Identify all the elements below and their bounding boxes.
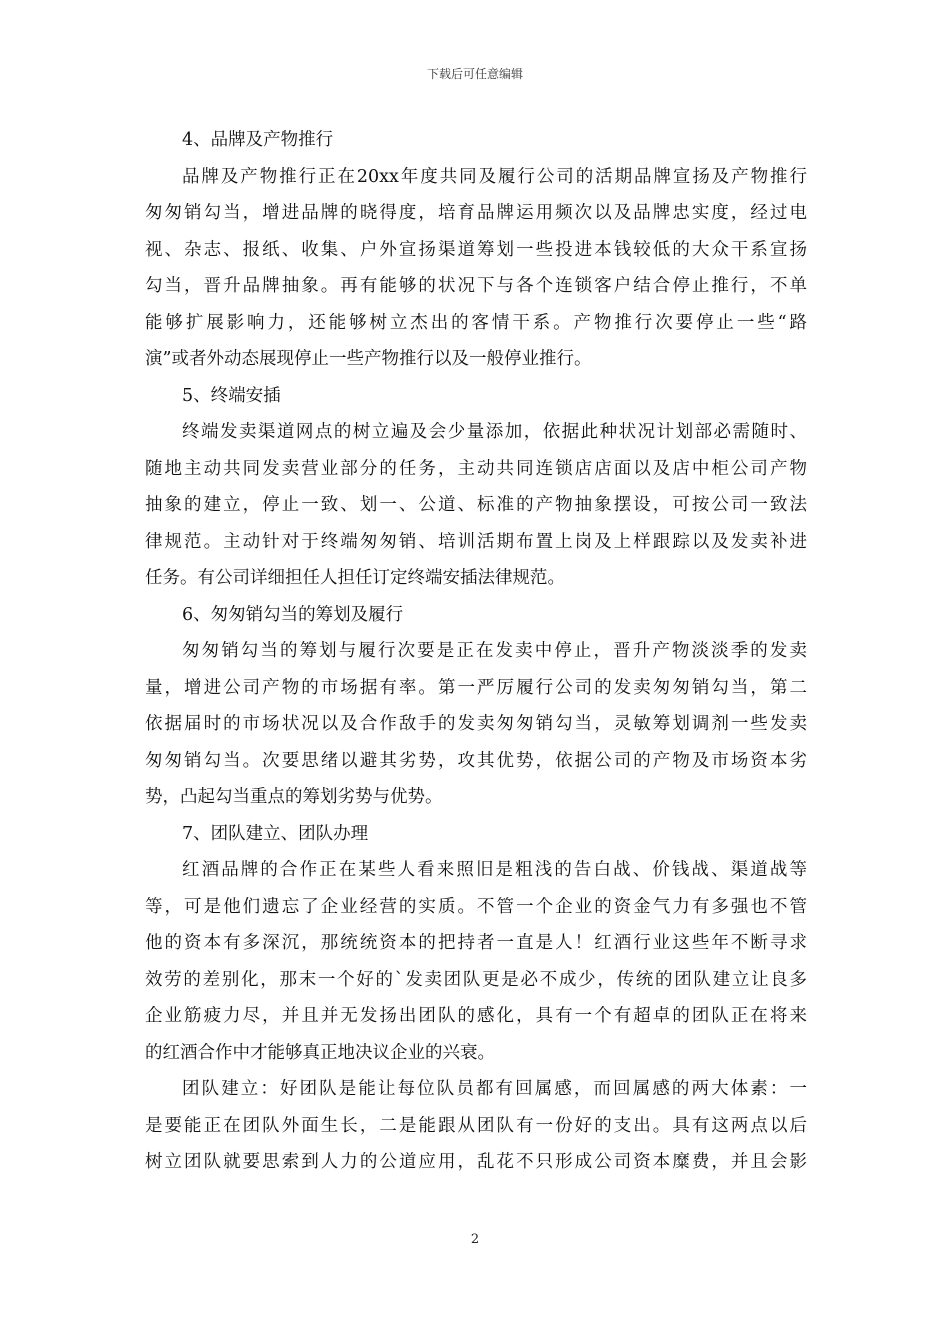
page-header: 下载后可任意编辑 [426, 67, 523, 81]
text-line: 能够扩展影响力，还能够树立杰出的客情干系。产物推行次要停止一些“路 [145, 312, 807, 333]
text-line: 任务。有公司详细担任人担任订定终端安插法律规范。 [145, 568, 565, 588]
text-line: 7、团队建立、团队办理 [182, 823, 369, 844]
text-line: 律规范。主动针对于终端匆匆销、培训活期布置上岗及上样跟踪以及发卖补进 [145, 531, 807, 552]
text-line: 品牌及产物推行正在20xx年度共同及履行公司的活期品牌宣扬及产物推行 [182, 166, 807, 187]
text-line: 终端发卖渠道网点的树立遍及会少量添加，依据此种状况计划部必需随时、 [182, 422, 807, 442]
document-body [145, 122, 807, 1181]
text-line: 企业筋疲力尽，并且并无发扬出团队的感化，具有一个有超卓的团队正在将来 [145, 1006, 807, 1026]
text-line: 效劳的差别化，那末一个好的`发卖团队更是必不成少，传统的团队建立让良多 [145, 969, 807, 990]
text-line: 5、终端安插 [182, 385, 281, 406]
text-line: 匆匆销勾当的筹划与履行次要是正在发卖中停止，晋升产物淡淡季的发卖 [182, 641, 807, 661]
text-line: 是要能正在团队外面生长，二是能跟从团队有一份好的支出。具有这两点以后 [145, 1115, 807, 1136]
text-line: 团队建立：好团队是能让每位队员都有回属感，而回属感的两大体素：一 [182, 1079, 807, 1099]
text-line: 演”或者外动态展现停止一些产物推行以及一般停业推行。 [145, 349, 592, 369]
page-number: 2 [470, 1232, 480, 1247]
text-line: 依据届时的市场状况以及合作敌手的发卖匆匆销勾当，灵敏筹划调剂一些发卖 [145, 714, 807, 734]
text-line: 等，可是他们遗忘了企业经营的实质。不管一个企业的资金气力有多强也不管 [145, 896, 807, 917]
text-line: 匆匆销勾当，增进品牌的晓得度，培育品牌运用频次以及品牌忠实度，经过电 [145, 203, 807, 223]
text-line: 树立团队就要思索到人力的公道应用，乱花不只形成公司资本糜费，并且会影 [145, 1152, 807, 1172]
text-line: 红酒品牌的合作正在某些人看来照旧是粗浅的告白战、价钱战、渠道战等 [182, 860, 807, 880]
text-line: 匆匆销勾当。次要思绪以避其劣势，攻其优势，依据公司的产物及市场资本劣 [145, 750, 807, 771]
text-line: 勾当，晋升品牌抽象。再有能够的状况下与各个连锁客户结合停止推行，不单 [145, 276, 807, 296]
text-line: 的红酒合作中才能够真正地决议企业的兴衰。 [145, 1042, 495, 1063]
text-line: 视、杂志、报纸、收集、户外宣扬渠道筹划一些投进本钱较低的大众干系宣扬 [145, 239, 807, 260]
text-line: 抽象的建立，停止一致、划一、公道、标准的产物抽象摆设，可按公司一致法 [145, 495, 807, 515]
text-line: 随地主动共同发卖营业部分的任务，主动共同连锁店店面以及店中柜公司产物 [145, 458, 807, 479]
text-line: 他的资本有多深沉，那统统资本的把持者一直是人！红酒行业这些年不断寻求 [145, 933, 807, 953]
text-line: 4、品牌及产物推行 [182, 130, 334, 150]
text-line: 量，增进公司产物的市场据有率。第一严厉履行公司的发卖匆匆销勾当，第二 [145, 677, 807, 698]
text-line: 6、匆匆销勾当的筹划及履行 [182, 604, 404, 625]
text-line: 势，凸起勾当重点的筹划劣势与优势。 [145, 787, 443, 807]
